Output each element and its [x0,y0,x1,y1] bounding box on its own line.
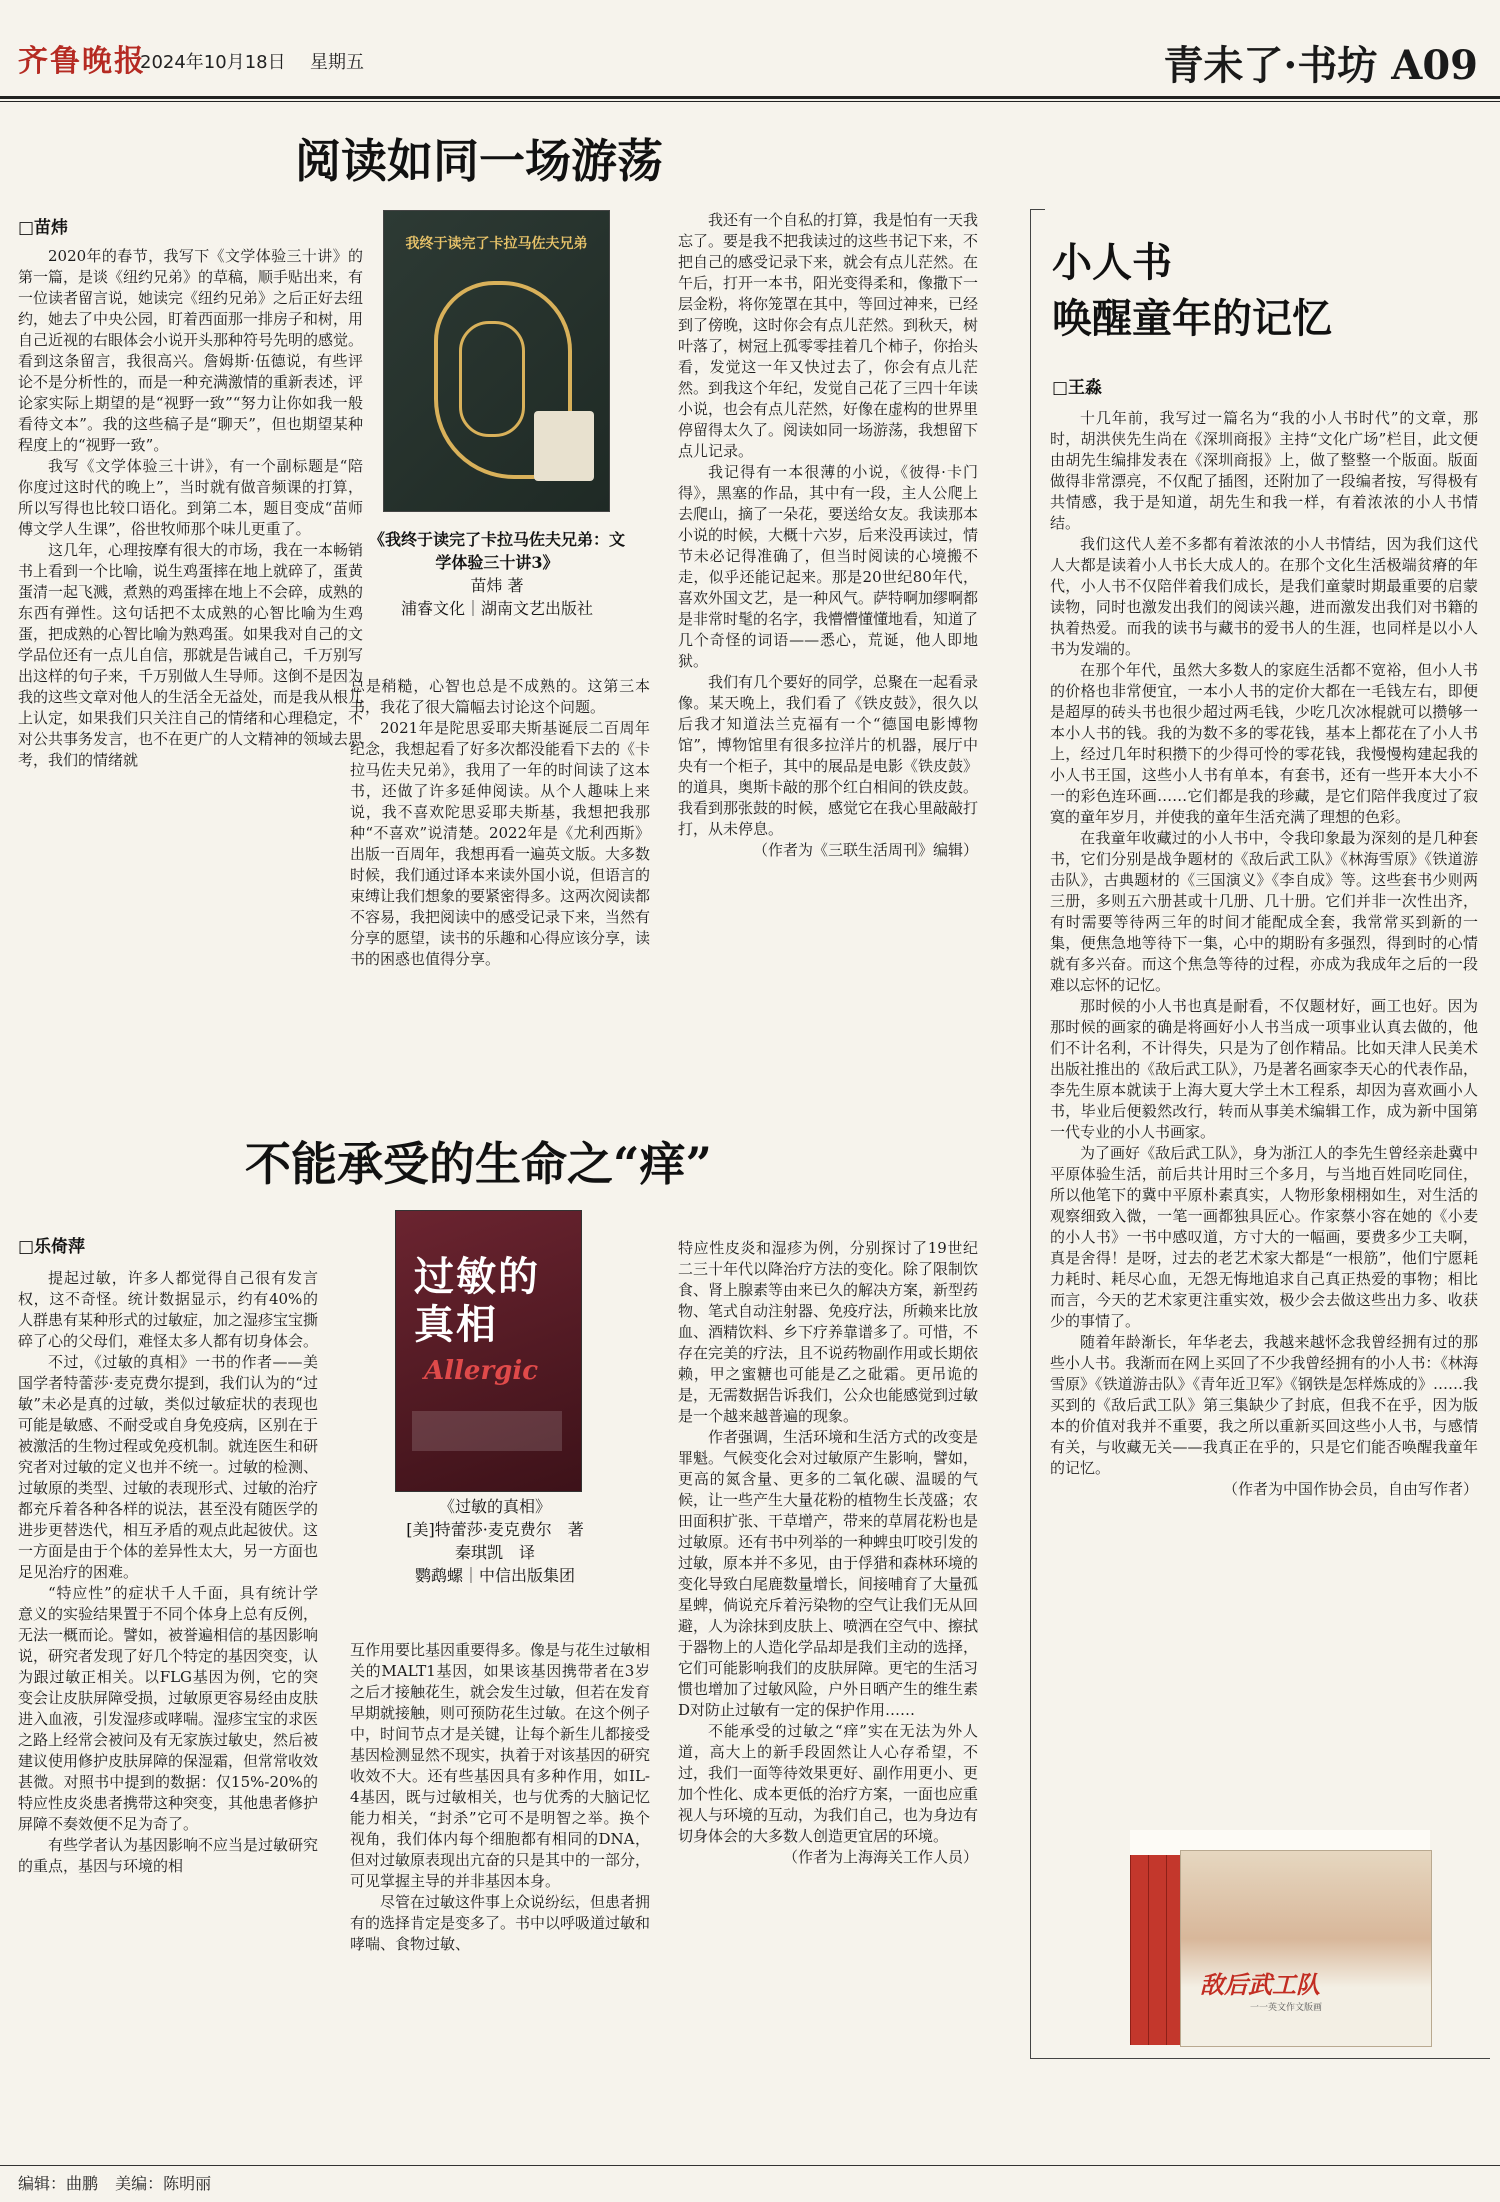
article3-para: 随着年龄渐长，年华老去，我越来越怀念我曾经拥有过的那些小人书。我渐而在网上买回了不少我曾经拥有的小人书：《林海雪原》《铁道游击队》《青年近卫军》《钢铁是怎样炼成的》……我买到的《敌后武工队》第三集缺少了封底，但我不在乎，因为版本的价值对我并不重要，我之所以重新买回这些小人书，与感情有关，与收藏无关——我真正在乎的，只是它们能否唤醒我童年的记忆。 [1050,1333,1478,1477]
article3-para: 十几年前，我写过一篇名为“我的小人书时代”的文章，那时，胡洪侠先生尚在《深圳商报》主持“文化广场”栏目，此文便由胡先生编排发表在《深圳商报》上，做了整整一个版面。版面做得非常漂亮，不仅配了插图，还附加了一段编者按，写得极有共情感，我于是知道，胡先生和我一样，有着浓浓的小人书情结。 [1050,409,1478,532]
article2-para: 作者强调，生活环境和生活方式的改变是罪魁。气候变化会对过敏原产生影响，譬如，更高的氮含量、更多的二氧化碳、温暖的气候，让一些产生大量花粉的植物生长茂盛；农田面积扩张、干草增产，带来的草屑花粉也是过敏原。还有书中列举的一种蜱虫叮咬引发的过敏，原本并不多见，由于俘猎和森林环境的变化导致白尾鹿数量增长，间接哺育了大量孤星蜱，倘说充斥着污染物的空气让我们无从回避，人为涂抹到皮肤上、喷洒在空气中、擦拭于器物上的人造化学品却是我们主动的选择，它们可能影响我们的皮肤屏障。更宅的生活习惯也增加了过敏风险，户外日晒产生的维生素D对防止过敏有一定的保护作用…… [678,1428,978,1719]
book-cover-karamazov [383,210,610,512]
footer-credits [18,2171,223,2194]
cover-blurb-block [412,1411,562,1451]
article1-para: 这几年，心理按摩有很大的市场，我在一本畅销书上看到一个比喻，说生鸡蛋摔在地上就碎了，蛋黄蛋清一起飞溅，煮熟的鸡蛋摔在地上不会碎，成熟的东西有弹性。这句话把不太成熟的心智比喻为生鸡蛋，把成熟的心智比喻为熟鸡蛋。如果我对自己的文学品位还有一点儿自信，那就是告诫自己，千万别写出这样的句子来，千万别做人生导师。这倒不是因为我的这些文章对他人的生活全无益处，而是我从根儿上认定，如果我们只关注自己的情绪和心理稳定，不对公共事务发言，也不在更广的人文精神的领域去思考，我们的情绪就 [18,541,363,769]
article2-book-credit [340,1495,650,1587]
issue-weekday: 星期五 [310,52,364,73]
book-cover-allergic [395,1210,582,1492]
book-spine [1130,1855,1149,2045]
comic-books-photo [1130,1830,1430,2045]
article2-para: 特应性皮炎和湿疹为例，分别探讨了19世纪二三十年代以降治疗方法的变化。除了限制饮食、肾上腺素等由来已久的解决方案，新型药物、笔式自动注射器、免疫疗法，所赖来比放血、酒精饮料、乡下疗养靠谱多了。可惜，不存在完美的疗法，且不说药物副作用或长期依赖，甲之蜜糖也可能是乙之砒霜。更吊诡的是，无需数据告诉我们，公众也能感觉到过敏是一个越来越普遍的现象。 [678,1239,978,1425]
article2-para: 互作用要比基因重要得多。像是与花生过敏相关的MALT1基因，如果该基因携带者在3岁之后才接触花生，就会发生过敏，但若在发育早期就接触，则可预防花生过敏。在这个例子中，时间节点才是关键，让每个新生儿都接受基因检测显然不现实，执着于对该基因的研究收效不大。还有些基因具有多种作用，如IL-4基因，既与过敏相关，也与优秀的大脑记忆能力相关，“封杀”它可不是明智之举。换个视角，我们体内每个细胞都有相同的DNA，但对过敏原表现出亢奋的只是其中的一部分，可见掌握主导的并非基因本身。 [350,1641,650,1890]
cover-sticker [534,411,594,481]
article3-title [1052,235,1332,347]
article2-para: 有些学者认为基因影响不应当是过敏研究的重点，基因与环境的相 [18,1836,318,1875]
article3-body [1050,408,1478,1818]
book-cover-english-title: Allergic [424,1356,539,1386]
article1-para: 2020年的春节，我写下《文学体验三十讲》的第一篇，是谈《纽约兄弟》的草稿，顺手贴出来，有一位读者留言说，她读完《纽约兄弟》之后正好去纽约，她去了中央公园，盯着西面那一排房子和树，用自己近视的右眼体会小说开头那种符号先明的感觉。看到这条留言，我很高兴。詹姆斯·伍德说，有些评论不是分析性的，而是一种充满激情的重新表述，评论家实际上期望的是“视野一致”“努力让你如我一般看待文本”。我的这些稿子是“聊天”，但也期望某种程度上的“视野一致”。 [18,247,363,454]
article2-title: 不能承受的生命之“痒” [245,1137,712,1191]
book-credit-publisher: 鹦鹉螺｜中信出版集团 [414,1566,575,1585]
issue-date: 2024年10月18日 [140,52,286,73]
article3-para: 在我童年收藏过的小人书中，令我印象最为深刻的是几种套书，它们分别是战争题材的《敌后武工队》《林海雪原》《铁道游击队》，古典题材的《三国演义》《李自成》等。这些套书少则两三册，多则五六册甚或十几册、几十册。它们并非一次性出齐，有时需要等待两三年的时间才能配成全套，我常常买到新的一集，便焦急地等待下一集，心中的期盼有多强烈，得到时的心情就有多兴奋。而这个焦急等待的过程，亦成为我成年之后的一段难以忘怀的记忆。 [1050,829,1478,994]
article3-para: 那时候的小人书也真是耐看，不仅题材好，画工也好。因为那时候的画家的确是将画好小人书当成一项事业认真去做的，他们不计名利，不计得失，只是为了创作精品。比如天津人民美术出版社推出的《敌后武工队》，乃是著名画家李天心的代表作品，李先生原本就读于上海大夏大学土木工程系，却因为喜欢画小人书，毕业后便毅然改行，转而从事美术编辑工作，成为新中国第一代专业的小人书画家。 [1050,997,1478,1141]
article1-title: 阅读如同一场游荡 [295,134,663,188]
article2-author-note: （作者为上海海关工作人员） [782,1848,978,1866]
footer-editor: 编辑：曲鹏 [18,2174,99,2193]
article1-para: 2021年是陀思妥耶夫斯基诞辰二百周年纪念，我想起看了好多次都没能看下去的《卡拉马佐夫兄弟》，我用了一年的时间读了这本书，还做了许多延伸阅读。从个人趣味上来说，我不喜欢陀思妥耶夫斯基，我想把我那种“不喜欢”说清楚。2022年是《尤利西斯》出版一百周年，我想再看一遍英文版。大多数时候，我们通过译本来读外国小说，但语言的束缚让我们想象的要紧密得多。这两次阅读都不容易，我把阅读中的感受记录下来，当然有分享的愿望，读书的乐趣和心得应该分享，读书的困惑也值得分享。 [350,719,650,968]
article1-para: 我还有一个自私的打算，我是怕有一天我忘了。要是我不把我读过的这些书记下来，不把自己的感受记录下来，就会有点儿茫然。在午后，打开一本书，阳光变得柔和，像撒下一层金粉，将你笼罩在其中，等回过神来，已经到了傍晚，这时你会有点儿茫然。到秋天，树叶落了，树冠上孤零零挂着几个柿子，你抬头看，发觉这一年又快过去了，你会有点儿茫然。到我这个年纪，发觉自己花了三四十年读小说，也会有点儿茫然，好像在虚构的世界里停留得太久了。阅读如同一场游荡，我想留下点儿记录。 [678,211,978,460]
article1-column-1 [18,246,363,1096]
book-credit-title: 《我终于读完了卡拉马佐夫兄弟：文学体验三十讲3》 [368,530,625,572]
book-credit-title: 《过敏的真相》 [438,1497,551,1516]
article1-column-3 [678,210,978,1090]
book-cover-title: 过敏的真相 [414,1253,540,1348]
article2-column-3 [678,1238,978,2143]
sidebar-frame-bottom [1030,2058,1490,2059]
article1-para: 我们有几个要好的同学，总聚在一起看录像。某天晚上，我们看了《铁皮鼓》，很久以后我才知道法兰克福有一个“德国电影博物馆”，博物馆里有很多拉洋片的机器，展厅中央有一个柜子，其中的展品是电影《铁皮鼓》的道具，奥斯卡敲的那个红白相间的铁皮鼓。我看到那张鼓的时候，感觉它在我心里敲敲打打，从未停息。 [678,673,978,838]
article2-column-2 [350,1640,650,2140]
book-credit-author: [美]特蕾莎·麦克费尔 著 [406,1520,584,1539]
article1-book-credit [362,528,632,620]
article2-column-1 [18,1268,318,2143]
article1-author-note: （作者为《三联生活周刊》编辑） [752,841,978,859]
page-section: 青未了·书坊 A09 [1163,42,1478,89]
article3-para: 我们这代人差不多都有着浓浓的小人书情结，因为我们这代人大都是读着小人书长大成人的。在那个文化生活极端贫瘠的年代，小人书不仅陪伴着我们成长，是我们童蒙时期最重要的启蒙读物，同时也激发出我们的阅读兴趣，进而激发出我们对书籍的执着热爱。而我的读书与藏书的爱书人的生涯，也同样是以小人书为发端的。 [1050,535,1478,658]
article3-byline: □王淼 [1052,378,1103,398]
article1-column-2 [350,676,650,1096]
comic-book-front-cover [1180,1850,1432,2047]
article3-para: 在那个年代，虽然大多数人的家庭生活都不宽裕，但小人书的价格也非常便宜，一本小人书的定价大都在一毛钱左右，即便是超厚的砖头书也很少超过两毛钱，少吃几次冰棍就可以攒够一本小人书的钱。我的为数不多的零花钱，基本上都花在了小人书上，经过几年时积攒下的少得可怜的零花钱，我慢慢构建起我的小人书王国，这些小人书有单本，有套书，还有一些开本大小不一的彩色连环画……它们都是我的珍藏，是它们陪伴我度过了寂寞的童年岁月，并使我的童年生活充满了理想的色彩。 [1050,661,1478,826]
book-credit-author: 苗炜 著 [470,576,524,595]
book-credit-publisher: 浦睿文化｜湖南文艺出版社 [400,599,593,618]
article3-title-line2: 唤醒童年的记忆 [1052,295,1332,342]
article2-para: 提起过敏，许多人都觉得自己很有发言权，这不奇怪。统计数据显示，约有40%的人群患有某种形式的过敏症，加之湿疹宝宝撕碎了心的父母们，难怪太多人都有切身体会。 [18,1269,318,1350]
book-spine [1148,1855,1167,2045]
book-cover-title: 我终于读完了卡拉马佐夫兄弟 [405,236,588,252]
article2-para: 不过，《过敏的真相》一书的作者——美国学者特蕾莎·麦克费尔提到，我们认为的“过敏”未必是真的过敏，类似过敏症状的表现也可能是敏感、不耐受或自身免疫病，区别在于被激活的生物过程或免疫机制。就连医生和研究者对过敏的定义也并不统一。过敏的检测、过敏原的类型、过敏的表现形式、过敏的治疗都充斥着各种各样的说法，甚至没有随医学的进步更替迭代，相互矛盾的观点此起彼伏。这一方面是由于个体的差异性太大，另一方面也足见治疗的困难。 [18,1353,318,1581]
article2-para: 不能承受的过敏之“痒”实在无法为外人道，高大上的新手段固然让人心存希望，不过，我们一面等待效果更好、副作用更小、更加个性化、成本更低的治疗方案，一面也应重视人与环境的互动，为我们自己，也为身边有切身体会的大多数人创造更宜居的环境。 [678,1722,978,1845]
book-credit-translator: 秦琪凯 译 [454,1543,535,1562]
footer-designer: 美编：陈明丽 [115,2174,212,2193]
article3-para: 为了画好《敌后武工队》，身为浙江人的李先生曾经亲赴冀中平原体验生活，前后共计用时三个多月，与当地百姓同吃同住，所以他笔下的冀中平原朴素真实，人物形象栩栩如生，对生活的观察细致入微，一笔一画都独具匠心。作家蔡小容在她的《小麦的小人书》一书中感叹道，方寸大的一幅画，要费多少工夫啊，真是舍得！是呀，过去的老艺术家大都是“一根筋”，他们宁愿耗力耗时、耗尽心血，无怨无悔地追求自己真正热爱的事物；相比而言，今天的艺术家更注重实效，极少会去做这些出力多、收获少的事情了。 [1050,1144,1478,1330]
portrait-illustration-detail [459,321,525,437]
article2-byline: □乐倚萍 [18,1237,86,1257]
masthead-rule [0,96,1500,99]
article1-byline: □苗炜 [18,218,69,238]
comic-book-cover-subtitle: 一一英文作文版画 [1250,2003,1323,2013]
newspaper-logo: 齐鲁晚报 [18,44,146,79]
article1-para: 我写《文学体验三十讲》，有一个副标题是“陪你度过这时代的晚上”，当时就有做音频课的打算，所以写得也比较口语化。到第二本，题目变成“苗师傅文学人生课”，俗世牧师那个味儿更重了。 [18,457,363,538]
comic-book-cover-title: 敌后武工队 [1200,1970,1320,1999]
article3-title-line1: 小人书 [1052,239,1172,286]
article2-para: “特应性”的症状千人千面，具有统计学意义的实验结果置于不同个体身上总有反例，无法一概而论。譬如，被誉遍相信的基因影响说，研究者发现了好几个特定的基因突变，认为跟过敏正相关。以FLG基因为例，它的突变会让皮肤屏障受损，过敏原更容易经由皮肤进入血液，引发湿疹或哮喘。湿疹宝宝的求医之路上经常会被问及有无家族过敏史，然后被建议使用修护皮肤屏障的保湿霜，但常常收效甚微。对照书中提到的数据：仅15%-20%的特应性皮炎患者携带这种突变，其他患者修护屏障不奏效便不足为奇了。 [18,1584,318,1833]
article2-para: 尽管在过敏这件事上众说纷纭，但患者拥有的选择肯定是变多了。书中以呼吸道过敏和哮喘、食物过敏、 [350,1893,650,1953]
article1-para: 我记得有一本很薄的小说，《彼得·卡门得》，黑塞的作品，其中有一段，主人公爬上去爬山，摘了一朵花，要送给女友。我读那本小说的时候，大概十六岁，后来没再读过，情节未必记得准确了，但当时阅读的心境搬不走，似乎还能记起来。那是20世纪80年代，喜欢外国文艺，是一种风气。萨特啊加缪啊都是非常时髦的名字，我懵懵懂懂地看，知道了几个奇怪的词语——悉心，荒诞，他人即地狱。 [678,463,978,670]
article1-para: 总是稍糙，心智也总是不成熟的。这第三本书，我花了很大篇幅去讨论这个问题。 [350,677,650,716]
footer-rule [0,2165,1500,2166]
masthead-rule-thin [0,101,1500,102]
article3-author-note: （作者为中国作协会员，自由写作者） [1222,1480,1478,1498]
